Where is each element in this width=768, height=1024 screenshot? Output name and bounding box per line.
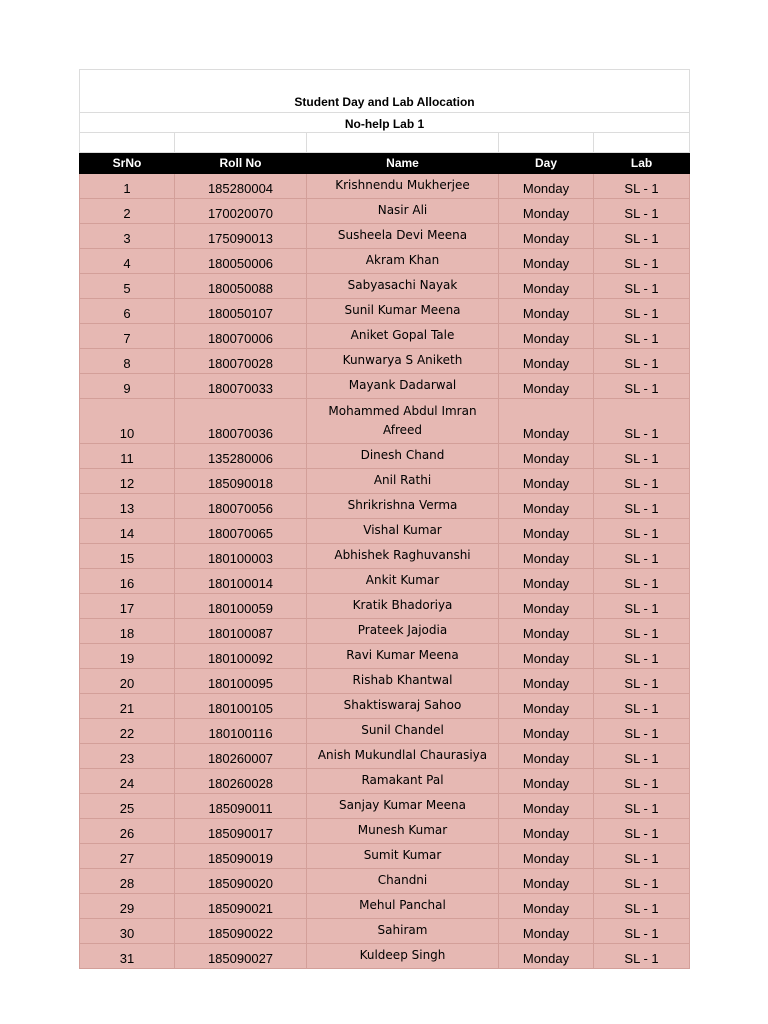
roll-no-cell: 180100003 <box>175 544 307 569</box>
name-cell: Shrikrishna Verma <box>307 494 499 519</box>
name-cell: Nasir Ali <box>307 199 499 224</box>
table-row <box>80 374 690 399</box>
table-row <box>80 494 690 519</box>
table-row <box>80 869 690 894</box>
lab-cell: SL - 1 <box>594 249 690 274</box>
lab-cell: SL - 1 <box>594 869 690 894</box>
table-row <box>80 224 690 249</box>
srno-cell: 15 <box>80 544 175 569</box>
lab-cell: SL - 1 <box>594 569 690 594</box>
name-cell: Aniket Gopal Tale <box>307 324 499 349</box>
column-header-roll-no: Roll No <box>175 153 307 174</box>
name-cell: Sabyasachi Nayak <box>307 274 499 299</box>
table-row <box>80 919 690 944</box>
lab-cell: SL - 1 <box>594 744 690 769</box>
blank-row <box>80 133 690 153</box>
table-row <box>80 719 690 744</box>
roll-no-cell: 185090021 <box>175 894 307 919</box>
blank-cell <box>594 133 690 153</box>
lab-cell: SL - 1 <box>594 199 690 224</box>
lab-cell: SL - 1 <box>594 324 690 349</box>
srno-cell: 17 <box>80 594 175 619</box>
roll-no-cell: 180100014 <box>175 569 307 594</box>
day-cell: Monday <box>499 619 594 644</box>
roll-no-cell: 180070065 <box>175 519 307 544</box>
day-cell: Monday <box>499 469 594 494</box>
srno-cell: 23 <box>80 744 175 769</box>
srno-cell: 10 <box>80 399 175 444</box>
day-cell: Monday <box>499 374 594 399</box>
day-cell: Monday <box>499 174 594 199</box>
name-cell: Munesh Kumar <box>307 819 499 844</box>
lab-cell: SL - 1 <box>594 349 690 374</box>
name-cell: Kuldeep Singh <box>307 944 499 969</box>
srno-cell: 25 <box>80 794 175 819</box>
day-cell: Monday <box>499 894 594 919</box>
day-cell: Monday <box>499 594 594 619</box>
name-cell: Sanjay Kumar Meena <box>307 794 499 819</box>
srno-cell: 27 <box>80 844 175 869</box>
name-cell: Ramakant Pal <box>307 769 499 794</box>
lab-cell: SL - 1 <box>594 794 690 819</box>
day-cell: Monday <box>499 299 594 324</box>
day-cell: Monday <box>499 399 594 444</box>
table-row <box>80 894 690 919</box>
day-cell: Monday <box>499 869 594 894</box>
lab-cell: SL - 1 <box>594 619 690 644</box>
lab-cell: SL - 1 <box>594 944 690 969</box>
column-header-srno: SrNo <box>80 153 175 174</box>
name-cell: Ravi Kumar Meena <box>307 644 499 669</box>
name-cell: Susheela Devi Meena <box>307 224 499 249</box>
column-header-name: Name <box>307 153 499 174</box>
table-row <box>80 619 690 644</box>
table-row <box>80 569 690 594</box>
name-cell: Sumit Kumar <box>307 844 499 869</box>
name-cell: Sunil Kumar Meena <box>307 299 499 324</box>
lab-cell: SL - 1 <box>594 274 690 299</box>
table-row <box>80 399 690 444</box>
roll-no-cell: 180100116 <box>175 719 307 744</box>
roll-no-cell: 180050107 <box>175 299 307 324</box>
roll-no-cell: 185090018 <box>175 469 307 494</box>
roll-no-cell: 170020070 <box>175 199 307 224</box>
lab-cell: SL - 1 <box>594 374 690 399</box>
table-row <box>80 794 690 819</box>
table-row <box>80 199 690 224</box>
srno-cell: 7 <box>80 324 175 349</box>
table-row <box>80 544 690 569</box>
day-cell: Monday <box>499 494 594 519</box>
roll-no-cell: 180100059 <box>175 594 307 619</box>
blank-cell <box>175 133 307 153</box>
lab-cell: SL - 1 <box>594 519 690 544</box>
day-cell: Monday <box>499 819 594 844</box>
table-body <box>80 174 690 969</box>
name-cell: Prateek Jajodia <box>307 619 499 644</box>
name-cell: Sunil Chandel <box>307 719 499 744</box>
name-cell: Ankit Kumar <box>307 569 499 594</box>
lab-cell: SL - 1 <box>594 694 690 719</box>
lab-cell: SL - 1 <box>594 719 690 744</box>
table-row <box>80 644 690 669</box>
day-cell: Monday <box>499 694 594 719</box>
table-row <box>80 274 690 299</box>
srno-cell: 13 <box>80 494 175 519</box>
srno-cell: 26 <box>80 819 175 844</box>
day-cell: Monday <box>499 944 594 969</box>
name-cell: Shaktiswaraj Sahoo <box>307 694 499 719</box>
table-row <box>80 469 690 494</box>
srno-cell: 12 <box>80 469 175 494</box>
roll-no-cell: 185090022 <box>175 919 307 944</box>
name-cell: Akram Khan <box>307 249 499 274</box>
table-row <box>80 249 690 274</box>
name-cell: Mohammed Abdul Imran Afreed <box>307 399 499 444</box>
blank-cell <box>499 133 594 153</box>
header-row <box>80 153 690 174</box>
lab-cell: SL - 1 <box>594 669 690 694</box>
blank-cell <box>80 133 175 153</box>
day-cell: Monday <box>499 224 594 249</box>
srno-cell: 24 <box>80 769 175 794</box>
lab-cell: SL - 1 <box>594 224 690 249</box>
lab-cell: SL - 1 <box>594 544 690 569</box>
roll-no-cell: 180070036 <box>175 399 307 444</box>
name-cell: Vishal Kumar <box>307 519 499 544</box>
table-row <box>80 944 690 969</box>
day-cell: Monday <box>499 669 594 694</box>
day-cell: Monday <box>499 719 594 744</box>
name-cell: Sahiram <box>307 919 499 944</box>
srno-cell: 18 <box>80 619 175 644</box>
srno-cell: 6 <box>80 299 175 324</box>
name-cell: Anish Mukundlal Chaurasiya <box>307 744 499 769</box>
day-cell: Monday <box>499 744 594 769</box>
blank-cell <box>307 133 499 153</box>
srno-cell: 14 <box>80 519 175 544</box>
name-cell: Kunwarya S Aniketh <box>307 349 499 374</box>
table-row <box>80 174 690 199</box>
table-row <box>80 744 690 769</box>
lab-cell: SL - 1 <box>594 299 690 324</box>
table-row <box>80 819 690 844</box>
srno-cell: 29 <box>80 894 175 919</box>
table-row <box>80 324 690 349</box>
roll-no-cell: 185090019 <box>175 844 307 869</box>
table-row <box>80 844 690 869</box>
table-row <box>80 694 690 719</box>
srno-cell: 19 <box>80 644 175 669</box>
roll-no-cell: 180050006 <box>175 249 307 274</box>
day-cell: Monday <box>499 769 594 794</box>
table-row <box>80 669 690 694</box>
sheet-title: Student Day and Lab Allocation <box>80 70 690 113</box>
roll-no-cell: 185090027 <box>175 944 307 969</box>
day-cell: Monday <box>499 444 594 469</box>
name-cell: Kratik Bhadoriya <box>307 594 499 619</box>
day-cell: Monday <box>499 544 594 569</box>
roll-no-cell: 180100095 <box>175 669 307 694</box>
day-cell: Monday <box>499 249 594 274</box>
lab-cell: SL - 1 <box>594 399 690 444</box>
name-cell: Anil Rathi <box>307 469 499 494</box>
srno-cell: 9 <box>80 374 175 399</box>
roll-no-cell: 180100087 <box>175 619 307 644</box>
day-cell: Monday <box>499 349 594 374</box>
subtitle-row <box>80 113 690 133</box>
title-row <box>80 70 690 113</box>
name-cell: Dinesh Chand <box>307 444 499 469</box>
table-row <box>80 349 690 374</box>
day-cell: Monday <box>499 569 594 594</box>
srno-cell: 3 <box>80 224 175 249</box>
srno-cell: 28 <box>80 869 175 894</box>
roll-no-cell: 185090017 <box>175 819 307 844</box>
srno-cell: 2 <box>80 199 175 224</box>
day-cell: Monday <box>499 199 594 224</box>
srno-cell: 22 <box>80 719 175 744</box>
roll-no-cell: 185280004 <box>175 174 307 199</box>
table-row <box>80 299 690 324</box>
roll-no-cell: 185090011 <box>175 794 307 819</box>
lab-cell: SL - 1 <box>594 594 690 619</box>
roll-no-cell: 135280006 <box>175 444 307 469</box>
srno-cell: 11 <box>80 444 175 469</box>
lab-cell: SL - 1 <box>594 894 690 919</box>
lab-cell: SL - 1 <box>594 444 690 469</box>
roll-no-cell: 180100105 <box>175 694 307 719</box>
column-header-day: Day <box>499 153 594 174</box>
roll-no-cell: 175090013 <box>175 224 307 249</box>
day-cell: Monday <box>499 794 594 819</box>
lab-cell: SL - 1 <box>594 469 690 494</box>
lab-cell: SL - 1 <box>594 769 690 794</box>
srno-cell: 1 <box>80 174 175 199</box>
srno-cell: 30 <box>80 919 175 944</box>
lab-cell: SL - 1 <box>594 819 690 844</box>
name-cell: Abhishek Raghuvanshi <box>307 544 499 569</box>
roll-no-cell: 180050088 <box>175 274 307 299</box>
roll-no-cell: 180070006 <box>175 324 307 349</box>
day-cell: Monday <box>499 644 594 669</box>
lab-cell: SL - 1 <box>594 494 690 519</box>
roll-no-cell: 180260028 <box>175 769 307 794</box>
name-cell: Mehul Panchal <box>307 894 499 919</box>
srno-cell: 20 <box>80 669 175 694</box>
table-row <box>80 594 690 619</box>
lab-cell: SL - 1 <box>594 844 690 869</box>
srno-cell: 8 <box>80 349 175 374</box>
day-cell: Monday <box>499 919 594 944</box>
srno-cell: 16 <box>80 569 175 594</box>
column-header-lab: Lab <box>594 153 690 174</box>
srno-cell: 5 <box>80 274 175 299</box>
name-cell: Chandni <box>307 869 499 894</box>
table-row <box>80 769 690 794</box>
lab-cell: SL - 1 <box>594 644 690 669</box>
day-cell: Monday <box>499 274 594 299</box>
roll-no-cell: 180070056 <box>175 494 307 519</box>
day-cell: Monday <box>499 519 594 544</box>
srno-cell: 4 <box>80 249 175 274</box>
lab-cell: SL - 1 <box>594 919 690 944</box>
table-row <box>80 444 690 469</box>
roll-no-cell: 180070028 <box>175 349 307 374</box>
day-cell: Monday <box>499 844 594 869</box>
name-cell: Mayank Dadarwal <box>307 374 499 399</box>
roll-no-cell: 185090020 <box>175 869 307 894</box>
table-row <box>80 519 690 544</box>
srno-cell: 31 <box>80 944 175 969</box>
name-cell: Krishnendu Mukherjee <box>307 174 499 199</box>
name-cell: Rishab Khantwal <box>307 669 499 694</box>
lab-cell: SL - 1 <box>594 174 690 199</box>
day-cell: Monday <box>499 324 594 349</box>
sheet-subtitle: No-help Lab 1 <box>80 113 690 133</box>
roll-no-cell: 180260007 <box>175 744 307 769</box>
allocation-table <box>79 69 690 969</box>
roll-no-cell: 180070033 <box>175 374 307 399</box>
srno-cell: 21 <box>80 694 175 719</box>
roll-no-cell: 180100092 <box>175 644 307 669</box>
